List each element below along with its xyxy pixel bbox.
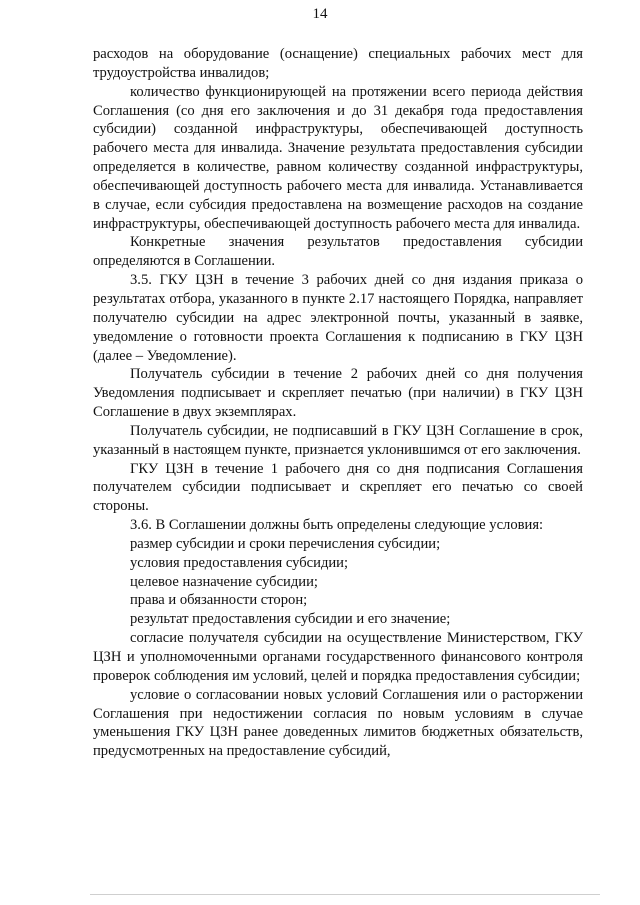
- paragraph-2: количество функционирующей на протяжении всего периода действия Соглашения (со дня его заключения и до 31 декабря года предоставления субсидии) созданной инфраструктуры, обеспечивающей доступность рабочего места для инвалида. Значение результата предоставления субсидии определяется в количестве, равном количеству созданной инфраструктуры, обеспечивающей доступность рабочего места для инвалида. Устанавливается в случае, если субсидия предоставлена на возмещение расходов на создание инфраструктуры, обеспечивающей доступность рабочего места для инвалида.: [93, 83, 583, 232]
- document-body: [93, 45, 583, 761]
- paragraph-10: условия предоставления субсидии;: [130, 554, 349, 571]
- paragraph-4: 3.5. ГКУ ЦЗН в течение 3 рабочих дней со дня издания приказа о результатах отбора, указанного в пункте 2.17 настоящего Порядка, направляет получателю субсидии на адрес электронной почты, указанный в заявке, уведомление о готовности проекта Соглашения к подписанию в ГКУ ЦЗН (далее – Уведомление).: [93, 272, 583, 364]
- paragraph-6: Получатель субсидии, не подписавший в ГКУ ЦЗН Соглашение в срок, указанный в настоящем пункте, признается уклонившимся от его заключения.: [93, 422, 583, 458]
- paragraph-15: условие о согласовании новых условий Соглашения или о расторжении Соглашения при недостижении согласия по новым условиям в случае уменьшения ГКУ ЦЗН ранее доведенных лимитов бюджетных обязательств, предусмотренных на предоставление субсидий,: [93, 686, 583, 760]
- paragraph-1: расходов на оборудование (оснащение) специальных рабочих мест для трудоустройства инвалидов;: [93, 46, 583, 81]
- page-bottom-edge: [90, 894, 600, 895]
- paragraph-12: права и обязанности сторон;: [130, 592, 308, 609]
- paragraph-14: согласие получателя субсидии на осуществление Министерством, ГКУ ЦЗН и уполномоченными органами государственного финансового контроля проверок соблюдения им условий, целей и порядка предоставления субсидии;: [93, 630, 583, 684]
- paragraph-13: результат предоставления субсидии и его значение;: [130, 611, 451, 628]
- paragraph-7: ГКУ ЦЗН в течение 1 рабочего дня со дня подписания Соглашения получателем субсидии подписывает и скрепляет его печатью со своей стороны.: [93, 460, 583, 515]
- paragraph-9: размер субсидии и сроки перечисления субсидии;: [130, 535, 441, 552]
- paragraph-5: Получатель субсидии в течение 2 рабочих дней со дня получения Уведомления подписывает и скрепляет печатью (при наличии) в ГКУ ЦЗН Соглашение в двух экземплярах.: [93, 366, 583, 421]
- paragraph-8: 3.6. В Соглашении должны быть определены следующие условия:: [130, 517, 544, 534]
- page-number: 14: [312, 6, 328, 22]
- paragraph-3: Конкретные значения результатов предоставления субсидии определяются в Соглашении.: [93, 234, 583, 270]
- paragraph-11: целевое назначение субсидии;: [130, 573, 318, 590]
